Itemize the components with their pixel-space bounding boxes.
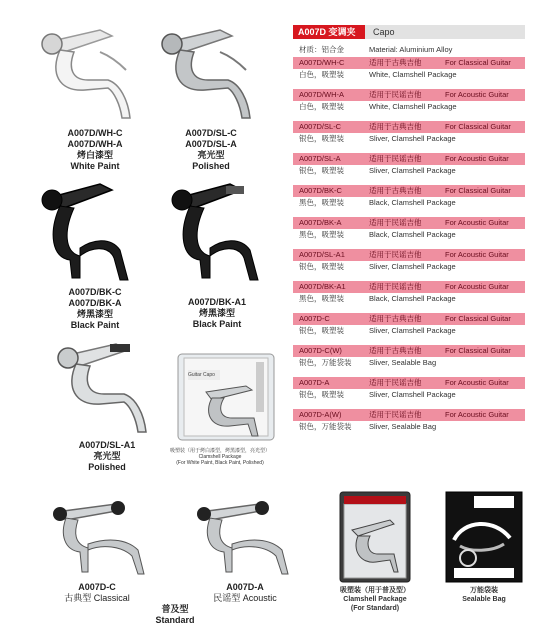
spec-row-package: 银色，吸塑装 Sliver, Clamshell Package	[293, 261, 525, 273]
spec-row-model: A007D/SL-C 适用于古典吉他 For Classical Guitar	[293, 121, 525, 133]
capo-white-paint-image	[30, 22, 140, 122]
sealable-bag-caption: 万能袋装 Sealable Bag	[462, 587, 506, 603]
spec-row-package: 银色，万能袋装 Sliver, Sealable Bag	[293, 357, 525, 369]
spec-row-package: 黑色，吸塑装 Black, Clamshell Package	[293, 229, 525, 241]
package-title: Guitar Capo	[188, 372, 215, 378]
spec-row-package: 银色，吸塑装 Sliver, Clamshell Package	[293, 325, 525, 337]
spec-row-model: A007D/BK-A 适用于民谣吉他 For Acoustic Guitar	[293, 217, 525, 229]
capo-polished-a1-image	[46, 336, 156, 436]
clamshell-standard-caption: 吸塑装（用于普及型） Clamshell Package (For Standard)	[340, 587, 410, 612]
label-polished: A007D/SL-C A007D/SL-A 亮光型 Polished	[185, 128, 237, 171]
spec-row-model: A007D/SL-A 适用于民谣吉他 For Acoustic Guitar	[293, 153, 525, 165]
spec-row-model: A007D-A(W) 适用于民谣吉他 For Acoustic Guitar	[293, 409, 525, 421]
spec-row-package: 银色，吸塑装 Sliver, Clamshell Package	[293, 165, 525, 177]
spec-row-model: A007D-C(W) 适用于古典吉他 For Classical Guitar	[293, 345, 525, 357]
spec-row-package: 银色，万能袋装 Sliver, Sealable Bag	[293, 421, 525, 433]
label-black-paint: A007D/BK-C A007D/BK-A 烤黑漆型 Black Paint	[68, 287, 122, 330]
spec-row-model: A007D/BK-A1 适用于民谣吉他 For Acoustic Guitar	[293, 281, 525, 293]
spec-groups	[293, 57, 525, 433]
label-classical: A007D-C 古典型 Classical	[64, 582, 130, 603]
sealable-bag-image	[444, 490, 524, 584]
capo-polished-image	[150, 22, 260, 122]
spec-row-package: 银色，吸塑装 Sliver, Clamshell Package	[293, 133, 525, 145]
material-row: 材质：铝合金 Material: Aluminium Alloy	[293, 43, 525, 57]
clamshell-package-image	[176, 352, 276, 442]
spec-header	[293, 25, 525, 39]
spec-row-model: A007D/SL-A1 适用于民谣吉他 For Acoustic Guitar	[293, 249, 525, 261]
capo-acoustic-image	[190, 494, 300, 579]
clamshell-standard-image	[338, 490, 412, 584]
label-standard: 普及型 Standard	[155, 604, 195, 625]
label-polished-a1: A007D/SL-A1 亮光型 Polished	[78, 440, 136, 472]
clamshell-caption-mid: 吸塑装（用于烤白漆型，烤黑漆型，亮光型） Clamshell Package (For White Paint, Black Paint, Polished)	[169, 448, 270, 466]
spec-row-model: A007D/BK-C 适用于古典吉他 For Classical Guitar	[293, 185, 525, 197]
spec-row-model: A007D-A 适用于民谣吉他 For Acoustic Guitar	[293, 377, 525, 389]
spec-row-package: 白色，吸塑装 White, Clamshell Package	[293, 69, 525, 81]
spec-row-package: 黑色，吸塑装 Black, Clamshell Package	[293, 293, 525, 305]
label-acoustic: A007D-A 民谣型 Acoustic	[213, 582, 277, 603]
label-black-a1: A007D/BK-A1 烤黑漆型 Black Paint	[187, 297, 247, 329]
spec-row-model: A007D-C 适用于古典吉他 For Classical Guitar	[293, 313, 525, 325]
spec-row-model: A007D/WH-A 适用于民谣吉他 For Acoustic Guitar	[293, 89, 525, 101]
spec-row-package: 黑色，吸塑装 Black, Clamshell Package	[293, 197, 525, 209]
spec-row-package: 白色，吸塑装 White, Clamshell Package	[293, 101, 525, 113]
spec-row-package: 银色，吸塑装 Sliver, Clamshell Package	[293, 389, 525, 401]
spec-name: Capo	[373, 27, 395, 37]
capo-black-paint-image	[30, 178, 140, 288]
label-white-paint: A007D/WH-C A007D/WH-A 烤白漆型 White Paint	[67, 128, 123, 171]
spec-row-model: A007D/WH-C 适用于古典吉他 For Classical Guitar	[293, 57, 525, 69]
spec-code: A007D 变调夹	[293, 25, 365, 39]
capo-classical-image	[46, 494, 156, 579]
spec-panel	[293, 25, 525, 433]
capo-black-a1-image	[160, 178, 270, 288]
